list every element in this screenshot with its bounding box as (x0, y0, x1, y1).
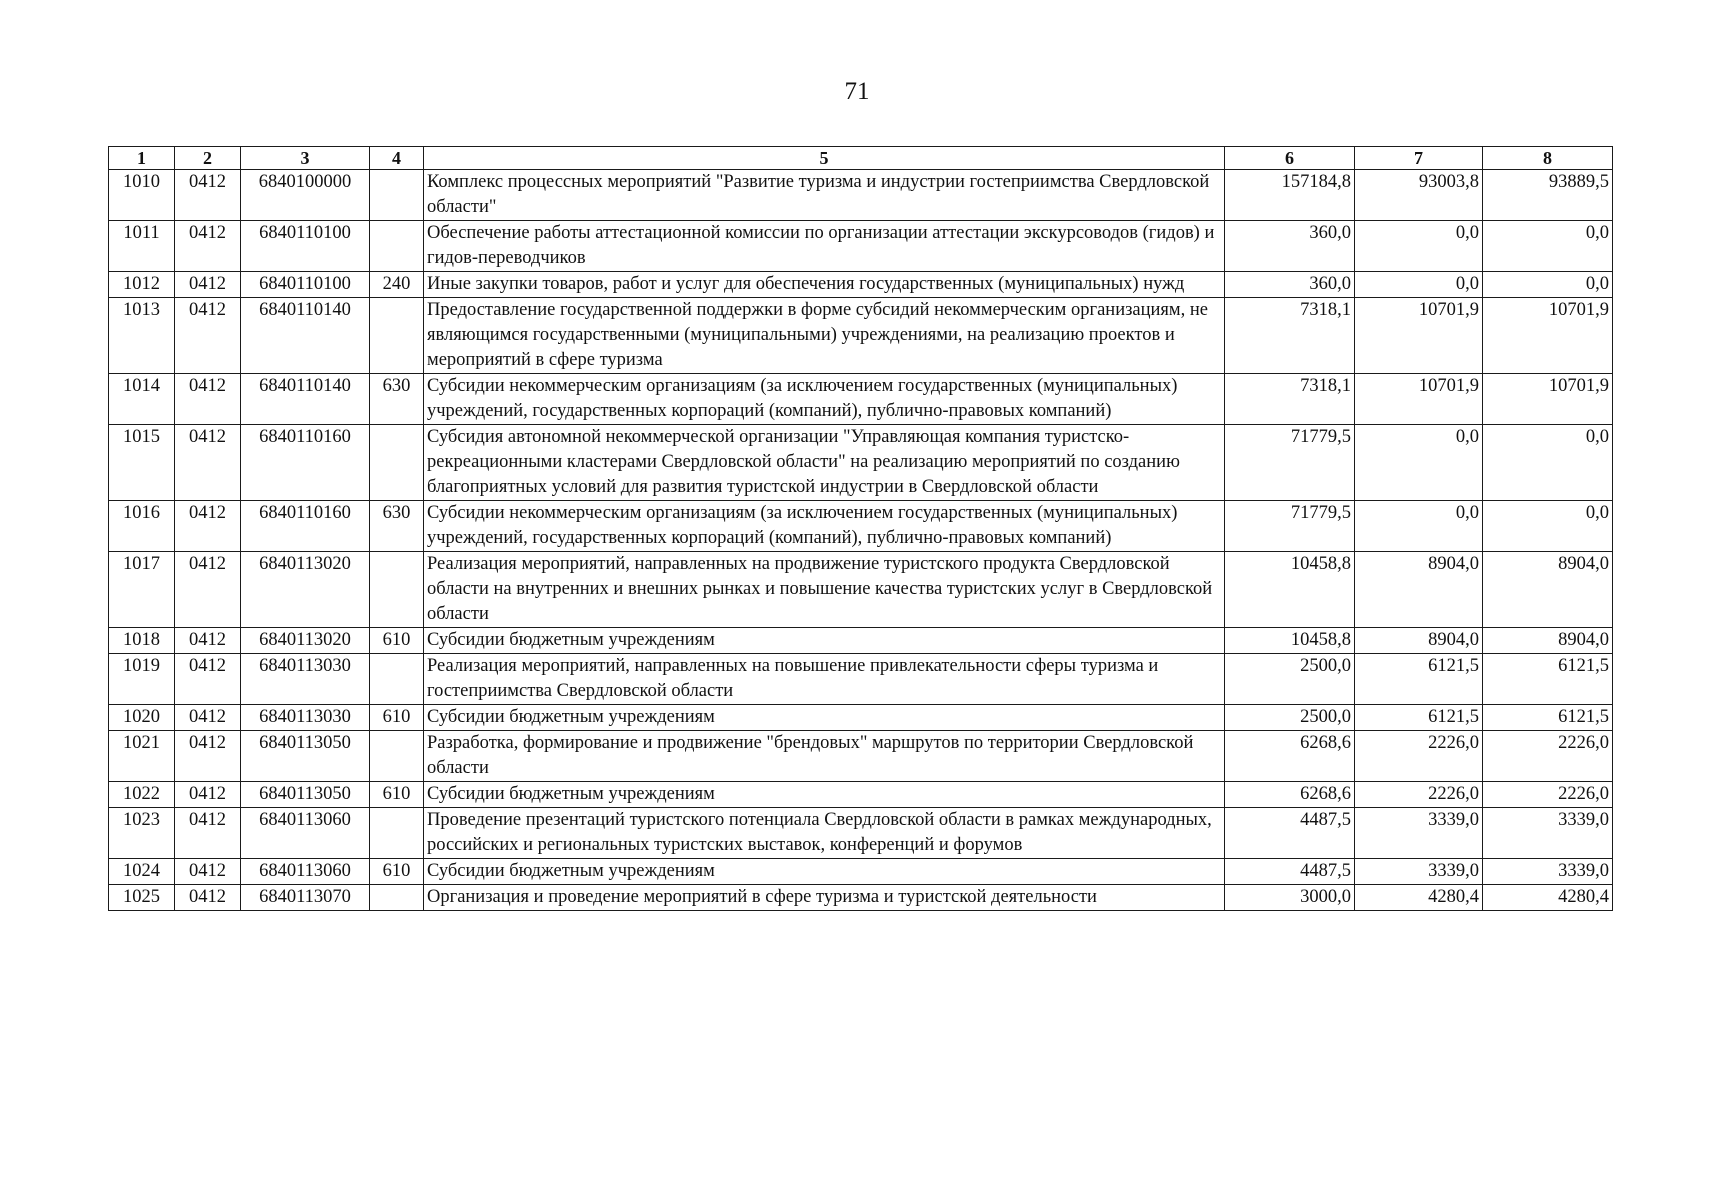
expense-type-cell (370, 885, 424, 911)
description-cell: Реализация мероприятий, направленных на повышение привлекательности сферы туризма и гостеприимства Свердловской области (424, 654, 1225, 705)
section-code-cell: 0412 (175, 654, 241, 705)
table-row (109, 272, 1613, 298)
section-code-cell: 0412 (175, 885, 241, 911)
section-code-cell: 0412 (175, 628, 241, 654)
amount-col8-cell: 3339,0 (1483, 808, 1613, 859)
amount-col8-cell: 10701,9 (1483, 374, 1613, 425)
amount-col7-cell: 8904,0 (1355, 628, 1483, 654)
target-article-cell: 6840110100 (241, 221, 370, 272)
amount-col6-cell: 71779,5 (1225, 425, 1355, 501)
target-article-cell: 6840110160 (241, 425, 370, 501)
target-article-cell: 6840110100 (241, 272, 370, 298)
budget-table (108, 146, 1613, 911)
amount-col8-cell: 8904,0 (1483, 628, 1613, 654)
table-row (109, 654, 1613, 705)
expense-type-cell: 610 (370, 782, 424, 808)
target-article-cell: 6840110140 (241, 298, 370, 374)
amount-col8-cell: 0,0 (1483, 425, 1613, 501)
description-cell: Реализация мероприятий, направленных на продвижение туристского продукта Свердловской области на внутренних и внешних рынках и повышение качества туристских услуг в Свердловской области (424, 552, 1225, 628)
amount-col7-cell: 0,0 (1355, 425, 1483, 501)
amount-col7-cell: 2226,0 (1355, 731, 1483, 782)
amount-col6-cell: 71779,5 (1225, 501, 1355, 552)
section-code-cell: 0412 (175, 170, 241, 221)
row-number-cell: 1024 (109, 859, 175, 885)
section-code-cell: 0412 (175, 374, 241, 425)
amount-col6-cell: 157184,8 (1225, 170, 1355, 221)
description-cell: Субсидии бюджетным учреждениям (424, 705, 1225, 731)
amount-col7-cell: 10701,9 (1355, 374, 1483, 425)
row-number-cell: 1018 (109, 628, 175, 654)
section-code-cell: 0412 (175, 859, 241, 885)
table-row (109, 859, 1613, 885)
expense-type-cell: 610 (370, 705, 424, 731)
target-article-cell: 6840113060 (241, 808, 370, 859)
column-header-5: 5 (424, 147, 1225, 170)
description-cell: Субсидии некоммерческим организациям (за исключением государственных (муниципальных) учреждений, государственных корпораций (компаний), публично-правовых компаний) (424, 374, 1225, 425)
row-number-cell: 1012 (109, 272, 175, 298)
table-row (109, 705, 1613, 731)
amount-col6-cell: 360,0 (1225, 272, 1355, 298)
description-cell: Субсидии бюджетным учреждениям (424, 859, 1225, 885)
row-number-cell: 1011 (109, 221, 175, 272)
row-number-cell: 1010 (109, 170, 175, 221)
target-article-cell: 6840113020 (241, 552, 370, 628)
amount-col6-cell: 2500,0 (1225, 654, 1355, 705)
table-body (109, 170, 1613, 911)
section-code-cell: 0412 (175, 425, 241, 501)
column-header-2: 2 (175, 147, 241, 170)
column-header-6: 6 (1225, 147, 1355, 170)
expense-type-cell (370, 298, 424, 374)
row-number-cell: 1025 (109, 885, 175, 911)
header-row (109, 147, 1613, 170)
target-article-cell: 6840113050 (241, 782, 370, 808)
target-article-cell: 6840113050 (241, 731, 370, 782)
amount-col8-cell: 2226,0 (1483, 782, 1613, 808)
expense-type-cell (370, 552, 424, 628)
column-header-1: 1 (109, 147, 175, 170)
table-row (109, 298, 1613, 374)
target-article-cell: 6840113020 (241, 628, 370, 654)
amount-col7-cell: 4280,4 (1355, 885, 1483, 911)
page-number: 71 (844, 78, 870, 105)
section-code-cell: 0412 (175, 808, 241, 859)
amount-col7-cell: 6121,5 (1355, 705, 1483, 731)
section-code-cell: 0412 (175, 782, 241, 808)
description-cell: Субсидия автономной некоммерческой организации "Управляющая компания туристско-рекреационными кластерами Свердловской области" на реализацию мероприятий по созданию благоприятных условий для развития туристской индустрии в Свердловской области (424, 425, 1225, 501)
target-article-cell: 6840113060 (241, 859, 370, 885)
expense-type-cell (370, 654, 424, 705)
table-row (109, 808, 1613, 859)
amount-col8-cell: 4280,4 (1483, 885, 1613, 911)
amount-col6-cell: 360,0 (1225, 221, 1355, 272)
expense-type-cell: 630 (370, 501, 424, 552)
target-article-cell: 6840113030 (241, 705, 370, 731)
table-row (109, 501, 1613, 552)
amount-col7-cell: 0,0 (1355, 272, 1483, 298)
row-number-cell: 1013 (109, 298, 175, 374)
amount-col8-cell: 0,0 (1483, 221, 1613, 272)
target-article-cell: 6840110160 (241, 501, 370, 552)
expense-type-cell (370, 170, 424, 221)
row-number-cell: 1020 (109, 705, 175, 731)
description-cell: Субсидии бюджетным учреждениям (424, 628, 1225, 654)
amount-col6-cell: 3000,0 (1225, 885, 1355, 911)
description-cell: Проведение презентаций туристского потенциала Свердловской области в рамках международных, российских и региональных туристских выставок, конференций и форумов (424, 808, 1225, 859)
row-number-cell: 1021 (109, 731, 175, 782)
column-header-8: 8 (1483, 147, 1613, 170)
table-row (109, 221, 1613, 272)
amount-col6-cell: 10458,8 (1225, 552, 1355, 628)
table-row (109, 425, 1613, 501)
amount-col7-cell: 3339,0 (1355, 808, 1483, 859)
amount-col7-cell: 0,0 (1355, 501, 1483, 552)
amount-col8-cell: 0,0 (1483, 501, 1613, 552)
table-row (109, 885, 1613, 911)
expense-type-cell: 630 (370, 374, 424, 425)
target-article-cell: 6840110140 (241, 374, 370, 425)
target-article-cell: 6840100000 (241, 170, 370, 221)
column-header-3: 3 (241, 147, 370, 170)
amount-col8-cell: 0,0 (1483, 272, 1613, 298)
table-row (109, 170, 1613, 221)
column-header-4: 4 (370, 147, 424, 170)
description-cell: Субсидии некоммерческим организациям (за исключением государственных (муниципальных) учреждений, государственных корпораций (компаний), публично-правовых компаний) (424, 501, 1225, 552)
table-row (109, 782, 1613, 808)
section-code-cell: 0412 (175, 705, 241, 731)
table-row (109, 628, 1613, 654)
section-code-cell: 0412 (175, 272, 241, 298)
amount-col6-cell: 2500,0 (1225, 705, 1355, 731)
amount-col8-cell: 6121,5 (1483, 654, 1613, 705)
amount-col6-cell: 4487,5 (1225, 859, 1355, 885)
row-number-cell: 1015 (109, 425, 175, 501)
target-article-cell: 6840113030 (241, 654, 370, 705)
table-row (109, 374, 1613, 425)
section-code-cell: 0412 (175, 731, 241, 782)
expense-type-cell (370, 808, 424, 859)
amount-col7-cell: 10701,9 (1355, 298, 1483, 374)
expense-type-cell (370, 731, 424, 782)
amount-col8-cell: 6121,5 (1483, 705, 1613, 731)
section-code-cell: 0412 (175, 501, 241, 552)
amount-col6-cell: 7318,1 (1225, 298, 1355, 374)
section-code-cell: 0412 (175, 552, 241, 628)
expense-type-cell (370, 425, 424, 501)
row-number-cell: 1017 (109, 552, 175, 628)
expense-type-cell: 610 (370, 628, 424, 654)
expense-type-cell: 610 (370, 859, 424, 885)
amount-col8-cell: 93889,5 (1483, 170, 1613, 221)
description-cell: Комплекс процессных мероприятий "Развитие туризма и индустрии гостеприимства Свердловской области" (424, 170, 1225, 221)
table-row (109, 731, 1613, 782)
table-row (109, 552, 1613, 628)
amount-col7-cell: 93003,8 (1355, 170, 1483, 221)
description-cell: Иные закупки товаров, работ и услуг для обеспечения государственных (муниципальных) нужд (424, 272, 1225, 298)
description-cell: Разработка, формирование и продвижение "брендовых" маршрутов по территории Свердловской области (424, 731, 1225, 782)
description-cell: Обеспечение работы аттестационной комиссии по организации аттестации экскурсоводов (гидов) и гидов-переводчиков (424, 221, 1225, 272)
amount-col8-cell: 8904,0 (1483, 552, 1613, 628)
row-number-cell: 1014 (109, 374, 175, 425)
amount-col7-cell: 0,0 (1355, 221, 1483, 272)
amount-col8-cell: 3339,0 (1483, 859, 1613, 885)
amount-col7-cell: 8904,0 (1355, 552, 1483, 628)
section-code-cell: 0412 (175, 221, 241, 272)
amount-col6-cell: 7318,1 (1225, 374, 1355, 425)
description-cell: Организация и проведение мероприятий в сфере туризма и туристской деятельности (424, 885, 1225, 911)
description-cell: Предоставление государственной поддержки в форме субсидий некоммерческим организациям, не являющимся государственными (муниципальными) учреждениями, на реализацию проектов и мероприятий в сфере туризма (424, 298, 1225, 374)
row-number-cell: 1022 (109, 782, 175, 808)
section-code-cell: 0412 (175, 298, 241, 374)
amount-col6-cell: 4487,5 (1225, 808, 1355, 859)
amount-col8-cell: 10701,9 (1483, 298, 1613, 374)
amount-col7-cell: 2226,0 (1355, 782, 1483, 808)
row-number-cell: 1016 (109, 501, 175, 552)
row-number-cell: 1019 (109, 654, 175, 705)
amount-col6-cell: 6268,6 (1225, 782, 1355, 808)
amount-col7-cell: 3339,0 (1355, 859, 1483, 885)
target-article-cell: 6840113070 (241, 885, 370, 911)
row-number-cell: 1023 (109, 808, 175, 859)
expense-type-cell (370, 221, 424, 272)
amount-col8-cell: 2226,0 (1483, 731, 1613, 782)
description-cell: Субсидии бюджетным учреждениям (424, 782, 1225, 808)
amount-col7-cell: 6121,5 (1355, 654, 1483, 705)
expense-type-cell: 240 (370, 272, 424, 298)
column-header-7: 7 (1355, 147, 1483, 170)
amount-col6-cell: 10458,8 (1225, 628, 1355, 654)
amount-col6-cell: 6268,6 (1225, 731, 1355, 782)
